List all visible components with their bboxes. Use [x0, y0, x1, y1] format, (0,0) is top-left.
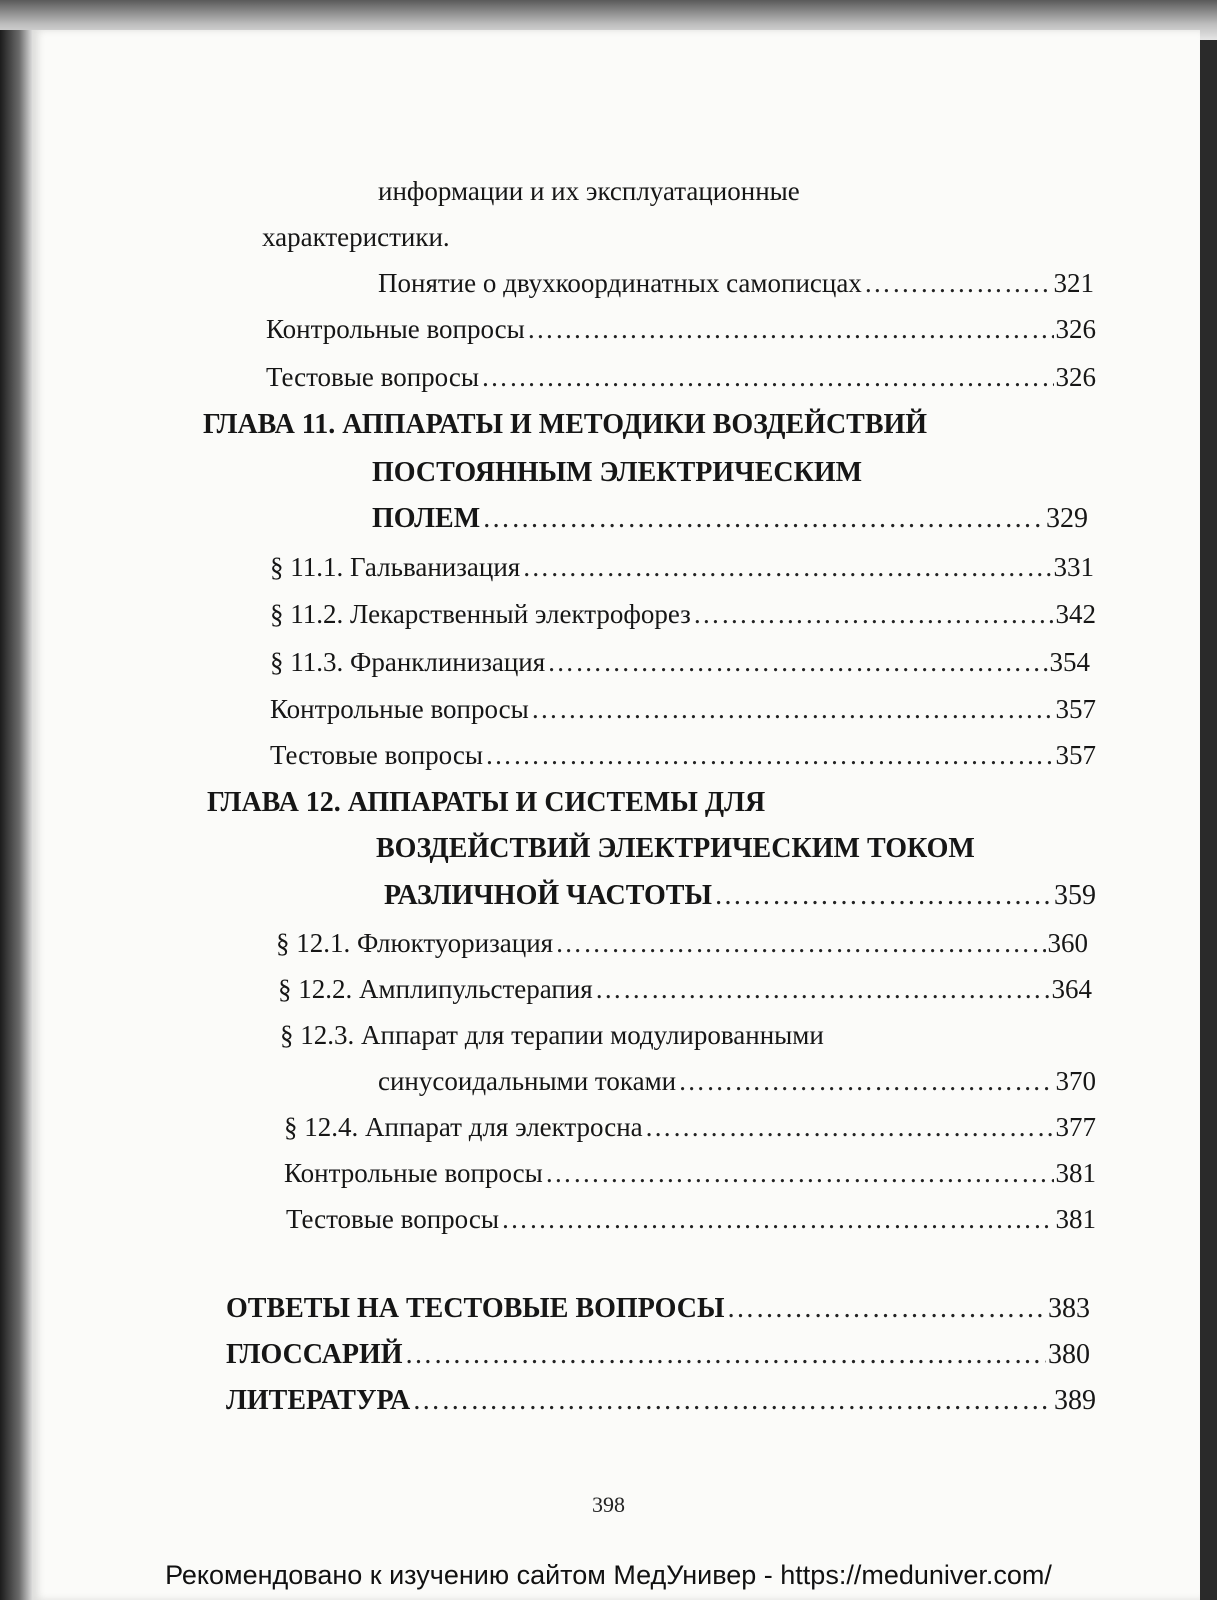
toc-entry — [372, 502, 1088, 536]
toc-entry-title: § 12.1. Флюктуоризация — [276, 928, 554, 958]
toc-continuation-line: характеристики. — [262, 222, 450, 252]
toc-entry — [226, 1292, 1090, 1326]
toc-leader-dots — [405, 1338, 1046, 1372]
toc-entry-page: 380 — [1048, 1339, 1090, 1370]
toc-entry-title: § 12.2. Амплипульстерапия — [278, 974, 593, 1004]
toc-entry — [266, 360, 1096, 394]
toc-entry-page: 321 — [1053, 268, 1094, 298]
toc-entry-page: 370 — [1055, 1066, 1096, 1096]
toc-entry-page: 357 — [1055, 740, 1096, 770]
toc-entry-title: Контрольные вопросы — [284, 1158, 543, 1188]
toc-entry-title: РАЗЛИЧНОЙ ЧАСТОТЫ — [384, 880, 712, 911]
toc-entry — [284, 1110, 1096, 1144]
toc-entry-title: Контрольные вопросы — [270, 694, 529, 724]
toc-entry — [266, 312, 1096, 346]
toc-entry — [384, 879, 1096, 913]
toc-leader-dots — [645, 1110, 1054, 1144]
toc-entry-title: § 12.4. Аппарат для электросна — [284, 1112, 643, 1142]
chapter-heading: ПОСТОЯННЫМ ЭЛЕКТРИЧЕСКИМ — [372, 457, 863, 488]
toc-entry-title: ЛИТЕРАТУРА — [226, 1385, 411, 1416]
toc-entry-title: Тестовые вопросы — [286, 1204, 499, 1234]
toc-entry-title: Тестовые вопросы — [266, 362, 479, 392]
toc-entry-page: 383 — [1048, 1293, 1090, 1324]
toc-leader-dots — [678, 1064, 1053, 1098]
toc-entry — [378, 266, 1094, 300]
toc-leader-dots — [595, 972, 1050, 1006]
toc-leader-dots — [714, 879, 1052, 913]
toc-leader-dots — [864, 266, 1052, 300]
toc-entry — [270, 645, 1090, 679]
toc-entry-title: Контрольные вопросы — [266, 314, 525, 344]
toc-entry — [286, 1202, 1096, 1236]
toc-leader-dots — [555, 926, 1045, 960]
toc-entry-title: ГЛОССАРИЙ — [226, 1339, 403, 1370]
toc-entry — [270, 692, 1096, 726]
toc-entry-page: 381 — [1055, 1204, 1096, 1234]
toc-continuation-line: § 12.3. Аппарат для терапии модулированными — [280, 1020, 824, 1050]
toc-entry-page: 389 — [1054, 1385, 1096, 1416]
toc-entry — [378, 1064, 1096, 1098]
toc-entry — [226, 1384, 1096, 1418]
toc-leader-dots — [727, 1292, 1047, 1326]
toc-leader-dots — [531, 692, 1054, 726]
toc-leader-dots — [412, 1384, 1052, 1418]
toc-entry — [226, 1338, 1090, 1372]
toc-entry-page: 326 — [1055, 314, 1096, 344]
toc-entry-page: 354 — [1049, 647, 1090, 677]
chapter-heading: ГЛАВА 12. АППАРАТЫ И СИСТЕМЫ ДЛЯ — [207, 787, 766, 818]
toc-entry-title: § 11.2. Лекарственный электрофорез — [270, 599, 691, 629]
toc-entry-title: ПОЛЕМ — [372, 503, 481, 534]
toc-leader-dots — [482, 502, 1044, 536]
toc-leader-dots — [693, 597, 1054, 631]
toc-entry-page: 342 — [1055, 599, 1096, 629]
toc-entry-title: § 11.3. Франклинизация — [270, 647, 546, 677]
toc-leader-dots — [545, 1156, 1054, 1190]
toc-entry-page: 360 — [1047, 928, 1088, 958]
toc-entry — [284, 1156, 1096, 1190]
toc-continuation-line: информации и их эксплуатационные — [378, 176, 800, 206]
toc-entry-page: 381 — [1055, 1158, 1096, 1188]
toc-entry-page: 329 — [1046, 503, 1088, 534]
toc-leader-dots — [481, 360, 1054, 394]
footer-watermark-text: Рекомендовано к изучению сайтом МедУнивер - https://meduniver.com/ — [165, 1560, 1052, 1590]
toc-entry — [270, 550, 1094, 584]
toc-entry — [270, 597, 1096, 631]
toc-leader-dots — [547, 645, 1047, 679]
chapter-heading: ВОЗДЕЙСТВИЙ ЭЛЕКТРИЧЕСКИМ ТОКОМ — [376, 833, 975, 864]
toc-leader-dots — [527, 312, 1054, 346]
toc-entry-page: 377 — [1055, 1112, 1096, 1142]
page-number: 398 — [592, 1492, 625, 1517]
toc-entry-page: 357 — [1055, 694, 1096, 724]
toc-leader-dots — [501, 1202, 1054, 1236]
toc-entry — [278, 972, 1092, 1006]
toc-entry-title: Понятие о двухкоординатных самописцах — [378, 268, 862, 298]
toc-entry-page: 364 — [1051, 974, 1092, 1004]
chapter-heading: ГЛАВА 11. АППАРАТЫ И МЕТОДИКИ ВОЗДЕЙСТВИЙ — [203, 409, 928, 440]
toc-leader-dots — [522, 550, 1051, 584]
toc-entry-title: синусоидальными токами — [378, 1066, 677, 1096]
toc-entry-title: Тестовые вопросы — [270, 740, 483, 770]
toc-entry-page: 326 — [1055, 362, 1096, 392]
toc-entry-title: § 11.1. Гальванизация — [270, 552, 521, 582]
toc-entry-page: 359 — [1054, 880, 1096, 911]
toc-entry — [270, 738, 1096, 772]
toc-leader-dots — [485, 738, 1054, 772]
toc-entry-title: ОТВЕТЫ НА ТЕСТОВЫЕ ВОПРОСЫ — [226, 1293, 725, 1324]
toc-entry-page: 331 — [1053, 552, 1094, 582]
toc-entry — [276, 926, 1088, 960]
